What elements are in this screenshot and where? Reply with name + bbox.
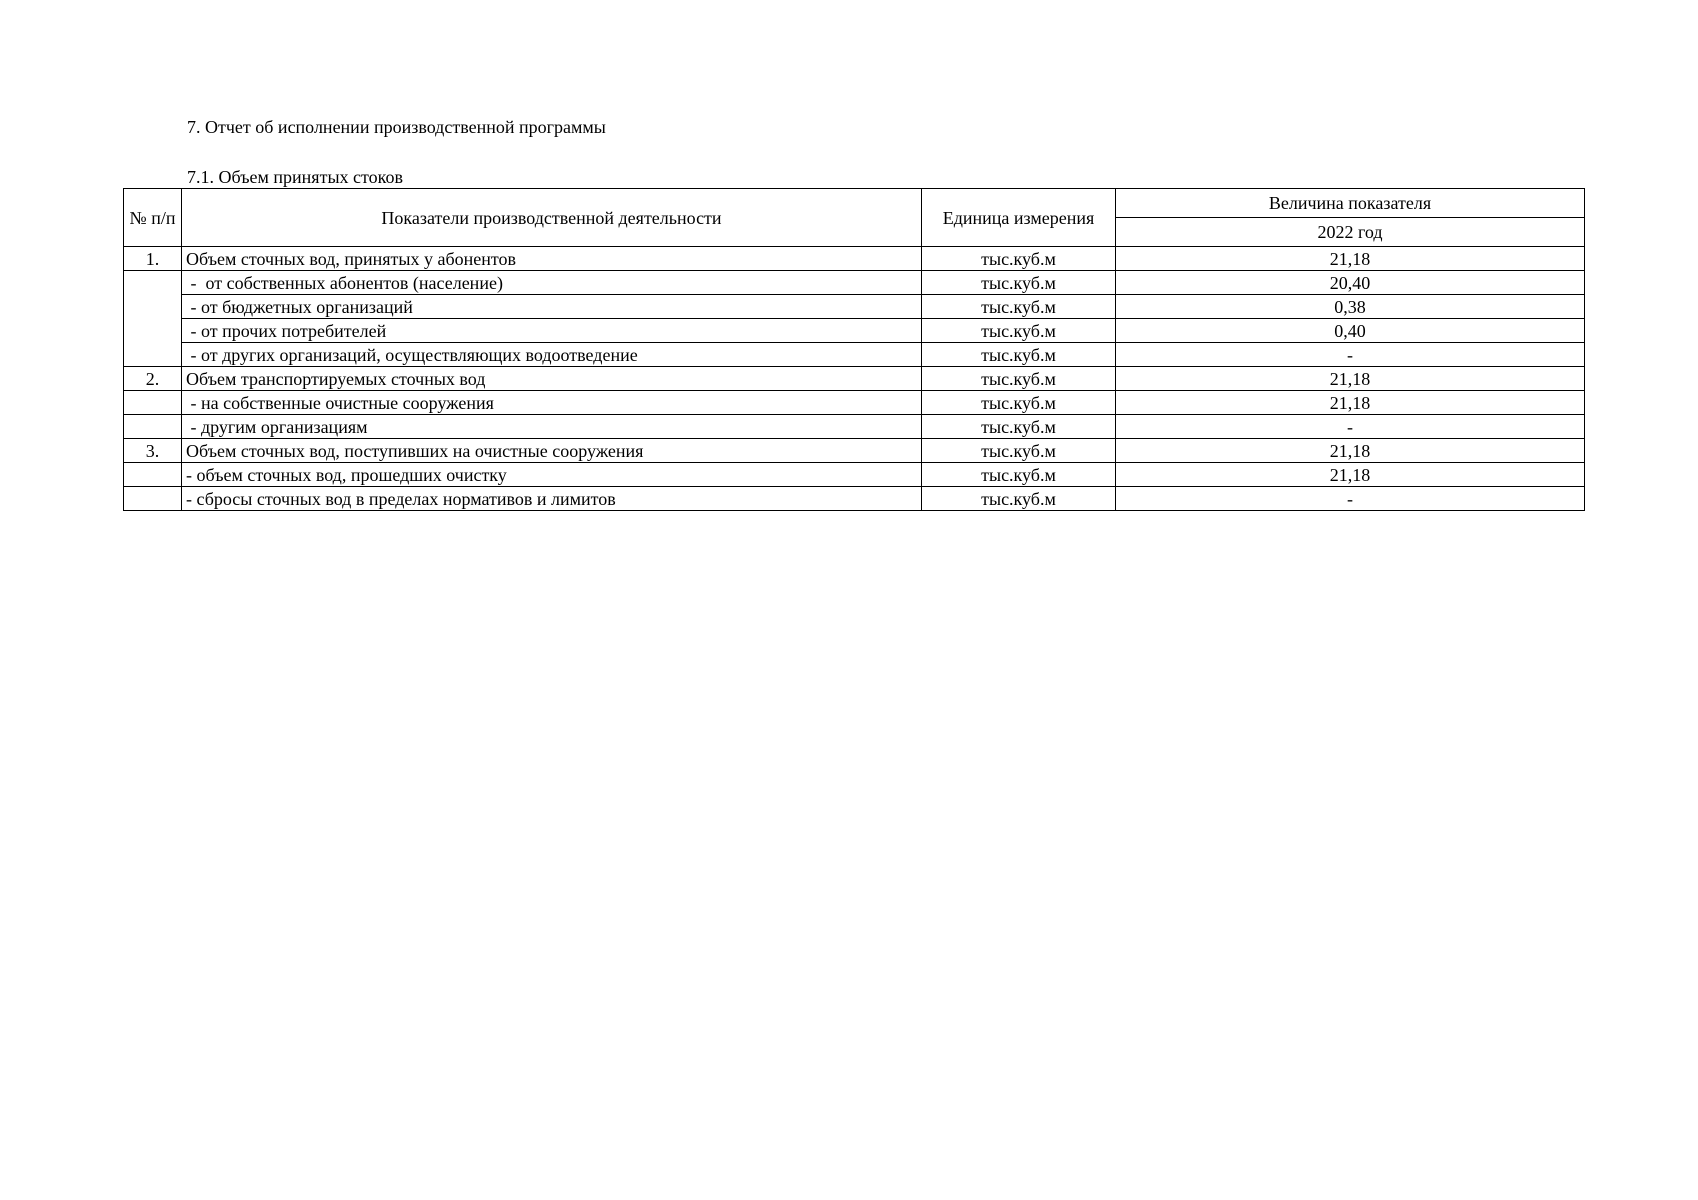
row-indicator: - от других организаций, осуществляющих водоотведение bbox=[182, 343, 922, 367]
row-value: - bbox=[1116, 415, 1585, 439]
row-unit: тыс.куб.м bbox=[922, 247, 1116, 271]
table-row bbox=[124, 343, 1585, 367]
row-number: 2. bbox=[124, 367, 182, 391]
row-indicator: - от бюджетных организаций bbox=[182, 295, 922, 319]
row-number bbox=[124, 487, 182, 511]
row-indicator: Объем сточных вод, поступивших на очистные сооружения bbox=[182, 439, 922, 463]
row-number bbox=[124, 463, 182, 487]
row-unit: тыс.куб.м bbox=[922, 295, 1116, 319]
row-indicator: - объем сточных вод, прошедших очистку bbox=[182, 463, 922, 487]
row-unit: тыс.куб.м bbox=[922, 343, 1116, 367]
row-value: 21,18 bbox=[1116, 439, 1585, 463]
row-indicator: - на собственные очистные сооружения bbox=[182, 391, 922, 415]
table-row bbox=[124, 271, 1585, 295]
table-row bbox=[124, 367, 1585, 391]
row-unit: тыс.куб.м bbox=[922, 439, 1116, 463]
row-indicator: Объем сточных вод, принятых у абонентов bbox=[182, 247, 922, 271]
row-value: 0,40 bbox=[1116, 319, 1585, 343]
table-row bbox=[124, 391, 1585, 415]
table-row bbox=[124, 487, 1585, 511]
row-number: 3. bbox=[124, 439, 182, 463]
header-value-group: Величина показателя bbox=[1116, 189, 1585, 218]
row-unit: тыс.куб.м bbox=[922, 415, 1116, 439]
row-unit: тыс.куб.м bbox=[922, 487, 1116, 511]
row-number bbox=[124, 415, 182, 439]
row-indicator: - другим организациям bbox=[182, 415, 922, 439]
row-unit: тыс.куб.м bbox=[922, 391, 1116, 415]
table-row bbox=[124, 439, 1585, 463]
header-unit: Единица измерения bbox=[922, 189, 1116, 247]
table-row bbox=[124, 247, 1585, 271]
row-unit: тыс.куб.м bbox=[922, 463, 1116, 487]
section-heading: 7. Отчет об исполнении производственной программы bbox=[187, 117, 606, 137]
row-indicator: - от прочих потребителей bbox=[182, 319, 922, 343]
row-number bbox=[124, 271, 182, 367]
row-number: 1. bbox=[124, 247, 182, 271]
table-row bbox=[124, 415, 1585, 439]
table-row bbox=[124, 295, 1585, 319]
row-value: - bbox=[1116, 343, 1585, 367]
row-indicator: - сбросы сточных вод в пределах нормативов и лимитов bbox=[182, 487, 922, 511]
row-value: 21,18 bbox=[1116, 463, 1585, 487]
row-value: - bbox=[1116, 487, 1585, 511]
row-indicator: Объем транспортируемых сточных вод bbox=[182, 367, 922, 391]
row-unit: тыс.куб.м bbox=[922, 367, 1116, 391]
header-year: 2022 год bbox=[1116, 218, 1585, 247]
row-unit: тыс.куб.м bbox=[922, 319, 1116, 343]
row-value: 21,18 bbox=[1116, 391, 1585, 415]
sewage-volume-table bbox=[123, 188, 1585, 511]
row-number bbox=[124, 391, 182, 415]
row-indicator: - от собственных абонентов (население) bbox=[182, 271, 922, 295]
header-number: № п/п bbox=[124, 189, 182, 247]
header-indicator: Показатели производственной деятельности bbox=[182, 189, 922, 247]
row-value: 21,18 bbox=[1116, 367, 1585, 391]
row-value: 20,40 bbox=[1116, 271, 1585, 295]
subsection-heading: 7.1. Объем принятых стоков bbox=[187, 167, 403, 187]
row-unit: тыс.куб.м bbox=[922, 271, 1116, 295]
row-value: 21,18 bbox=[1116, 247, 1585, 271]
table-row bbox=[124, 319, 1585, 343]
row-value: 0,38 bbox=[1116, 295, 1585, 319]
table-row bbox=[124, 463, 1585, 487]
